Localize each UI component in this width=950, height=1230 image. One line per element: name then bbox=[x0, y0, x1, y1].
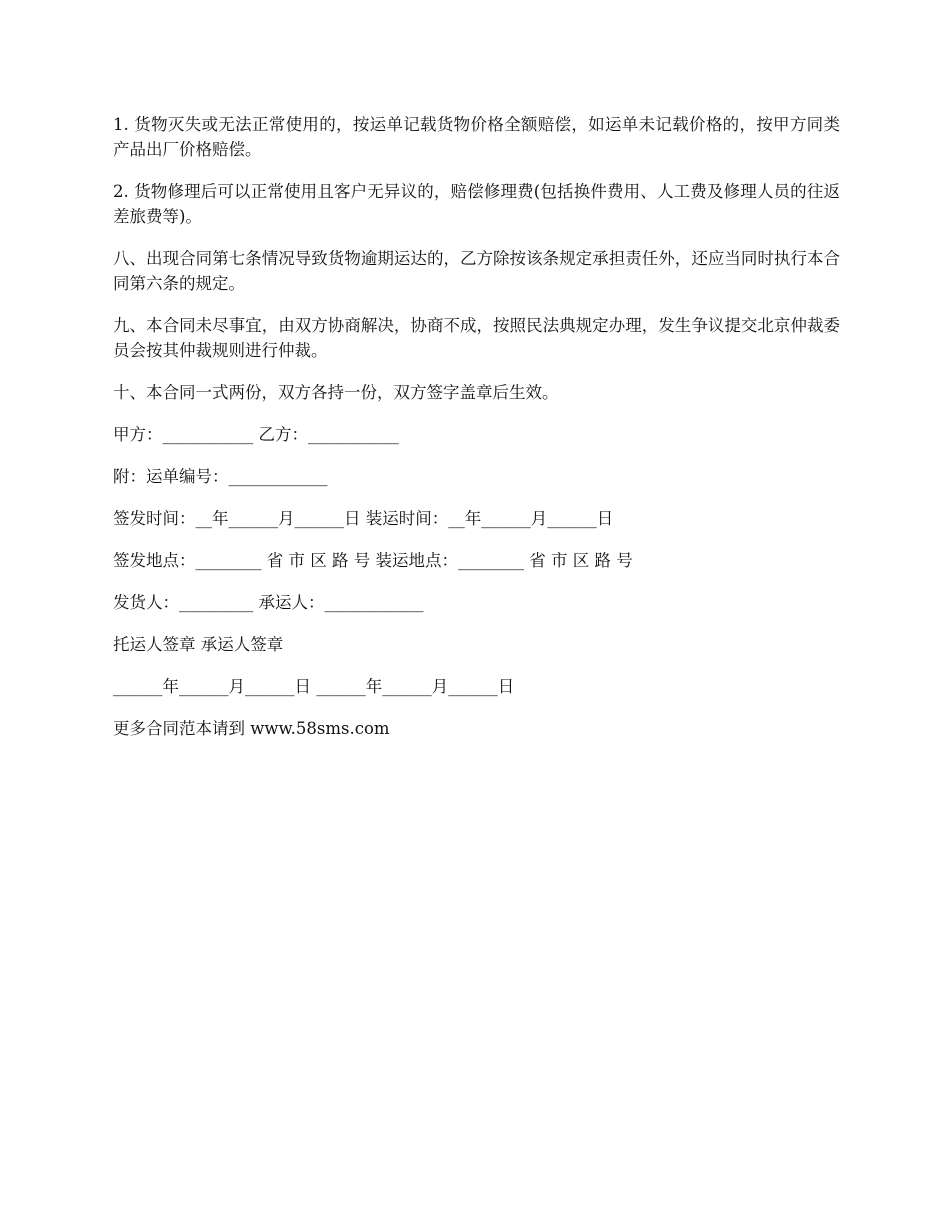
issue-ship-place-line: 签发地点：________ 省 市 区 路 号 装运地点：________ 省 市 区 路 号 bbox=[113, 551, 633, 570]
footer-link-text: 更多合同范本请到 www.58sms.com bbox=[113, 719, 390, 738]
clause-eight: 八、出现合同第七条情况导致货物逾期运达的，乙方除按该条规定承担责任外，还应当同时执行本合同第六条的规定。 bbox=[113, 249, 840, 293]
clause-2-compensation-repair: 2. 货物修理后可以正常使用且客户无异议的，赔偿修理费(包括换件费用、人工费及修理人员的往返差旅费等)。 bbox=[113, 182, 840, 226]
issue-ship-time-line: 签发时间：__年______月______日 装运时间：__年______月______日 bbox=[113, 509, 614, 528]
parties-signature-line: 甲方：___________ 乙方：___________ bbox=[113, 425, 399, 444]
seal-labels-line: 托运人签章 承运人签章 bbox=[113, 635, 284, 654]
waybill-number-line: 附：运单编号：____________ bbox=[113, 467, 328, 486]
shipper-carrier-line: 发货人：_________ 承运人：____________ bbox=[113, 593, 424, 612]
clause-1-compensation-loss: 1. 货物灭失或无法正常使用的，按运单记载货物价格全额赔偿，如运单未记载价格的，按甲方同类产品出厂价格赔偿。 bbox=[113, 115, 840, 159]
clause-ten: 十、本合同一式两份，双方各持一份，双方签字盖章后生效。 bbox=[113, 383, 559, 402]
signature-dates-line: ______年______月______日 ______年______月______日 bbox=[113, 677, 515, 696]
document-page bbox=[113, 112, 840, 758]
clause-nine: 九、本合同未尽事宜，由双方协商解决，协商不成，按照民法典规定办理，发生争议提交北京仲裁委员会按其仲裁规则进行仲裁。 bbox=[113, 316, 840, 360]
